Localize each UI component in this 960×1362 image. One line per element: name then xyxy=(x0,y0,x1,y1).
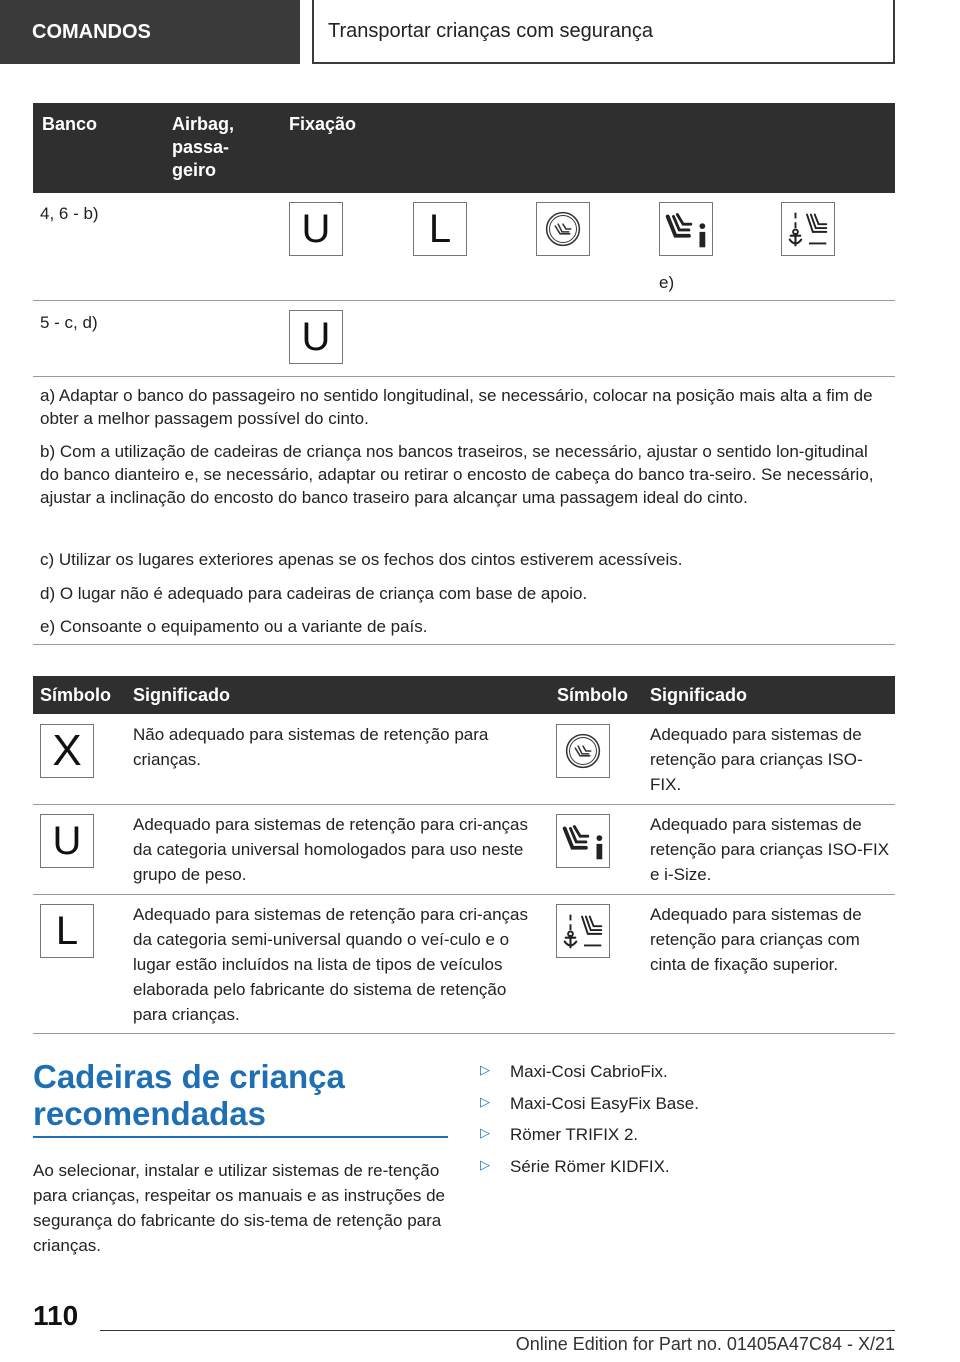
note-e: e) Consoante o equipamento ou a variante de país. xyxy=(40,617,428,636)
row-divider xyxy=(33,804,895,805)
symbol-meaning: Não adequado para sistemas de retenção para crianças. xyxy=(133,725,489,769)
col-header-airbag: Airbag, passa- geiro xyxy=(172,114,235,180)
footer-rule xyxy=(100,1330,895,1331)
semi-universal-l-icon: L xyxy=(40,904,94,958)
note-c: c) Utilizar os lugares exteriores apenas se os fechos dos cintos estiverem acessíveis. xyxy=(40,550,683,569)
page-header xyxy=(312,0,895,64)
footer-edition: Online Edition for Part no. 01405A47C84 - X/21 xyxy=(515,1334,895,1354)
isofix-isize-icon xyxy=(556,814,610,868)
table-divider xyxy=(33,644,895,645)
col-header-significado: Significado xyxy=(133,685,231,705)
universal-u-icon: U xyxy=(40,814,94,868)
symbol-meaning: Adequado para sistemas de retenção para cri-anças da categoria semi-universal quando o veí-culo e o lugar estão incluídos na lista de tipos de veículos elaborada pelo fabricante do sistema de retenção para crianças. xyxy=(133,905,529,1024)
symbol-meaning: Adequado para sistemas de retenção para cri-anças da categoria universal homologados para uso neste grupo de peso. xyxy=(133,815,529,884)
row-divider xyxy=(33,376,895,377)
section-tab xyxy=(0,0,300,64)
section-body: Ao selecionar, instalar e utilizar sistemas de re-tenção para crianças, respeitar os manuais e as instruções de segurança do fabricante do sis-tema de retenção para crianças. xyxy=(33,1161,445,1255)
note-b: b) Com a utilização de cadeiras de criança nos bancos traseiros, se necessário, ajustar o sentido lon-gitudinal do banco dianteiro e, se necessário, adaptar ou retirar o encosto de cabeça do banco tra-seiro. Se necessário, ajustar a inclinação do encosto do banco traseiro para alcançar uma passagem ideal do cinto. xyxy=(40,442,874,507)
footnote-ref: e) xyxy=(659,273,675,292)
bullet-icon: ▷ xyxy=(480,1157,490,1172)
semi-universal-l-icon: L xyxy=(413,202,467,256)
note-d: d) O lugar não é adequado para cadeiras de criança com base de apoio. xyxy=(40,584,588,603)
isofix-isize-icon xyxy=(659,202,713,256)
col-header-banco: Banco xyxy=(42,114,98,134)
page-number: 110 xyxy=(33,1300,79,1331)
symbol-meaning: Adequado para sistemas de retenção para crianças ISO-FIX e i-Size. xyxy=(650,815,890,884)
col-header-fixacao: Fixação xyxy=(289,114,357,134)
universal-u-icon: U xyxy=(289,310,343,364)
isofix-seat-icon xyxy=(536,202,590,256)
bullet-icon: ▷ xyxy=(480,1062,490,1077)
note-a: a) Adaptar o banco do passageiro no sentido longitudinal, se necessário, colocar na posição mais alta a fim de obter a melhor passagem possível do cinto. xyxy=(40,386,873,428)
isofix-seat-icon xyxy=(556,724,610,778)
section-rule xyxy=(33,1136,448,1138)
col-header-simbolo: Símbolo xyxy=(40,685,111,705)
not-suitable-x-icon: X xyxy=(40,724,94,778)
bullet-icon: ▷ xyxy=(480,1125,490,1140)
section-label: COMANDOS xyxy=(32,20,151,43)
bullet-icon: ▷ xyxy=(480,1094,490,1109)
row-divider xyxy=(33,300,895,301)
symbol-meaning: Adequado para sistemas de retenção para crianças com cinta de fixação superior. xyxy=(650,905,862,974)
seat-cell: 5 - c, d) xyxy=(40,313,98,332)
universal-u-icon: U xyxy=(289,202,343,256)
col-header-significado-2: Significado xyxy=(650,685,748,705)
symbol-meaning: Adequado para sistemas de retenção para crianças ISO-FIX. xyxy=(650,725,863,794)
section-title: Cadeiras de criança recomendadas xyxy=(33,1058,345,1132)
top-tether-icon xyxy=(781,202,835,256)
row-divider xyxy=(33,894,895,895)
top-tether-icon xyxy=(556,904,610,958)
seat-table-header xyxy=(33,103,895,193)
page-header-title: Transportar crianças com segurança xyxy=(328,19,653,42)
col-header-simbolo-2: Símbolo xyxy=(557,685,628,705)
seat-cell: 4, 6 - b) xyxy=(40,204,99,223)
table-divider xyxy=(33,1033,895,1034)
